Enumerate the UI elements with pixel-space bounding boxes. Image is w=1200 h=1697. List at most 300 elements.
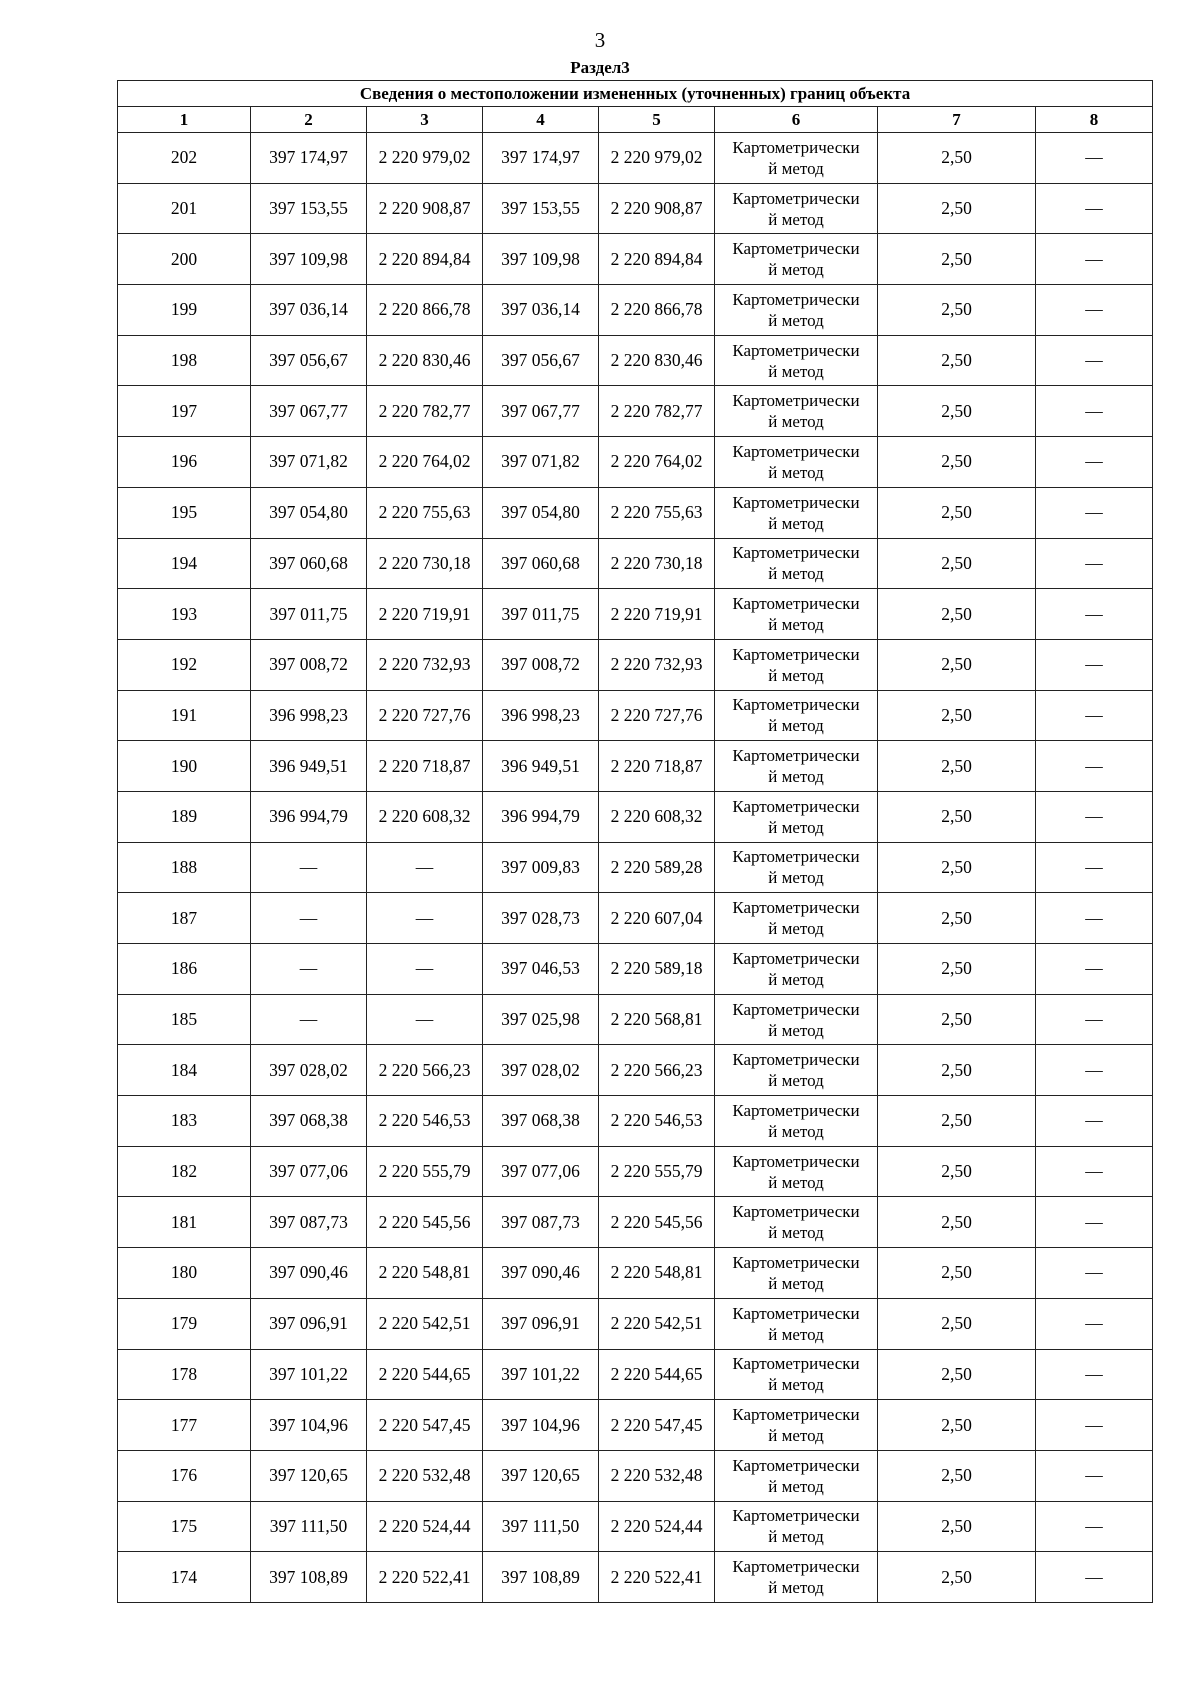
table-row xyxy=(118,386,1153,437)
point-number-cell: 193 xyxy=(118,589,251,640)
new-x-cell: 397 068,38 xyxy=(483,1096,599,1147)
point-number-cell: 186 xyxy=(118,944,251,995)
table-row xyxy=(118,133,1153,184)
note-cell: — xyxy=(1036,690,1153,741)
old-x-cell: 397 096,91 xyxy=(251,1298,367,1349)
method-cell xyxy=(715,234,878,285)
new-x-cell: 397 101,22 xyxy=(483,1349,599,1400)
new-y-cell: 2 220 589,28 xyxy=(599,842,715,893)
method-cell xyxy=(715,1552,878,1603)
method-cell xyxy=(715,1045,878,1096)
accuracy-cell: 2,50 xyxy=(878,842,1036,893)
method-line-1: Картометрически xyxy=(732,695,860,715)
point-number-cell: 176 xyxy=(118,1450,251,1501)
point-number-cell: 188 xyxy=(118,842,251,893)
table-row xyxy=(118,1349,1153,1400)
new-y-cell: 2 220 544,65 xyxy=(599,1349,715,1400)
new-y-cell: 2 220 979,02 xyxy=(599,133,715,184)
point-number-cell: 174 xyxy=(118,1552,251,1603)
table-row xyxy=(118,1298,1153,1349)
point-number-cell: 192 xyxy=(118,639,251,690)
accuracy-cell: 2,50 xyxy=(878,1146,1036,1197)
old-y-cell: 2 220 546,53 xyxy=(367,1096,483,1147)
method-line-2: й метод xyxy=(768,513,824,533)
new-x-cell: 397 011,75 xyxy=(483,589,599,640)
accuracy-cell: 2,50 xyxy=(878,639,1036,690)
old-y-cell: 2 220 732,93 xyxy=(367,639,483,690)
method-line-2: й метод xyxy=(768,1223,824,1243)
old-x-cell: 397 056,67 xyxy=(251,335,367,386)
method-line-1: Картометрически xyxy=(732,1455,860,1475)
new-x-cell: 397 071,82 xyxy=(483,437,599,488)
new-y-cell: 2 220 566,23 xyxy=(599,1045,715,1096)
accuracy-cell: 2,50 xyxy=(878,1045,1036,1096)
table-row xyxy=(118,639,1153,690)
method-line-1: Картометрически xyxy=(732,1354,860,1374)
method-line-1: Картометрически xyxy=(732,1252,860,1272)
new-y-cell: 2 220 866,78 xyxy=(599,285,715,336)
old-x-cell: 397 111,50 xyxy=(251,1501,367,1552)
note-cell: — xyxy=(1036,1096,1153,1147)
old-y-cell: 2 220 524,44 xyxy=(367,1501,483,1552)
method-cell xyxy=(715,538,878,589)
table-row xyxy=(118,1146,1153,1197)
new-x-cell: 397 060,68 xyxy=(483,538,599,589)
method-line-1: Картометрически xyxy=(732,796,860,816)
method-line-1: Картометрически xyxy=(732,594,860,614)
new-y-cell: 2 220 730,18 xyxy=(599,538,715,589)
method-cell xyxy=(715,1146,878,1197)
old-x-cell: — xyxy=(251,944,367,995)
new-y-cell: 2 220 755,63 xyxy=(599,487,715,538)
method-line-1: Картометрически xyxy=(732,1303,860,1323)
new-y-cell: 2 220 719,91 xyxy=(599,589,715,640)
new-y-cell: 2 220 532,48 xyxy=(599,1450,715,1501)
table-row xyxy=(118,842,1153,893)
method-cell xyxy=(715,285,878,336)
note-cell: — xyxy=(1036,1552,1153,1603)
new-x-cell: 397 056,67 xyxy=(483,335,599,386)
section-title: Раздел3 xyxy=(570,58,630,77)
old-x-cell: — xyxy=(251,842,367,893)
method-line-1: Картометрически xyxy=(732,644,860,664)
point-number-cell: 189 xyxy=(118,791,251,842)
method-line-2: й метод xyxy=(768,1324,824,1344)
method-cell xyxy=(715,994,878,1045)
table-row xyxy=(118,1197,1153,1248)
table-row xyxy=(118,1400,1153,1451)
method-cell xyxy=(715,1248,878,1299)
accuracy-cell: 2,50 xyxy=(878,133,1036,184)
note-cell: — xyxy=(1036,1501,1153,1552)
accuracy-cell: 2,50 xyxy=(878,386,1036,437)
table-row xyxy=(118,335,1153,386)
method-cell xyxy=(715,589,878,640)
method-line-2: й метод xyxy=(768,260,824,280)
method-line-2: й метод xyxy=(768,361,824,381)
note-cell: — xyxy=(1036,1298,1153,1349)
method-line-2: й метод xyxy=(768,615,824,635)
old-x-cell: 397 028,02 xyxy=(251,1045,367,1096)
method-line-1: Картометрически xyxy=(732,289,860,309)
table-row xyxy=(118,893,1153,944)
note-cell: — xyxy=(1036,589,1153,640)
method-line-2: й метод xyxy=(768,1578,824,1598)
old-x-cell: 397 109,98 xyxy=(251,234,367,285)
point-number-cell: 178 xyxy=(118,1349,251,1400)
old-y-cell: 2 220 547,45 xyxy=(367,1400,483,1451)
accuracy-cell: 2,50 xyxy=(878,234,1036,285)
column-number-1: 1 xyxy=(118,107,251,133)
old-y-cell: 2 220 755,63 xyxy=(367,487,483,538)
new-x-cell: 397 087,73 xyxy=(483,1197,599,1248)
table-row xyxy=(118,1501,1153,1552)
table-body xyxy=(118,133,1153,1603)
method-line-1: Картометрически xyxy=(732,948,860,968)
table-row xyxy=(118,437,1153,488)
old-y-cell: — xyxy=(367,842,483,893)
method-line-1: Картометрически xyxy=(732,746,860,766)
old-x-cell: 396 998,23 xyxy=(251,690,367,741)
new-x-cell: 397 104,96 xyxy=(483,1400,599,1451)
old-x-cell: — xyxy=(251,893,367,944)
method-cell xyxy=(715,944,878,995)
method-cell xyxy=(715,1349,878,1400)
method-line-2: й метод xyxy=(768,564,824,584)
new-x-cell: 396 998,23 xyxy=(483,690,599,741)
method-line-1: Картометрически xyxy=(732,340,860,360)
method-cell xyxy=(715,1501,878,1552)
accuracy-cell: 2,50 xyxy=(878,1298,1036,1349)
accuracy-cell: 2,50 xyxy=(878,893,1036,944)
new-x-cell: 397 028,73 xyxy=(483,893,599,944)
method-cell xyxy=(715,1096,878,1147)
method-line-1: Картометрически xyxy=(732,898,860,918)
method-cell xyxy=(715,437,878,488)
method-cell xyxy=(715,1400,878,1451)
old-x-cell: 397 054,80 xyxy=(251,487,367,538)
note-cell: — xyxy=(1036,994,1153,1045)
new-x-cell: 397 174,97 xyxy=(483,133,599,184)
method-line-2: й метод xyxy=(768,868,824,888)
point-number-cell: 181 xyxy=(118,1197,251,1248)
method-line-2: й метод xyxy=(768,1375,824,1395)
accuracy-cell: 2,50 xyxy=(878,1248,1036,1299)
old-x-cell: 397 101,22 xyxy=(251,1349,367,1400)
column-number-6: 6 xyxy=(715,107,878,133)
new-y-cell: 2 220 732,93 xyxy=(599,639,715,690)
old-y-cell: 2 220 542,51 xyxy=(367,1298,483,1349)
new-y-cell: 2 220 894,84 xyxy=(599,234,715,285)
new-x-cell: 397 008,72 xyxy=(483,639,599,690)
table-row xyxy=(118,538,1153,589)
old-y-cell: 2 220 718,87 xyxy=(367,741,483,792)
note-cell: — xyxy=(1036,1400,1153,1451)
old-x-cell: 397 068,38 xyxy=(251,1096,367,1147)
new-x-cell: 397 090,46 xyxy=(483,1248,599,1299)
new-x-cell: 397 009,83 xyxy=(483,842,599,893)
point-number-cell: 185 xyxy=(118,994,251,1045)
new-x-cell: 397 077,06 xyxy=(483,1146,599,1197)
new-x-cell: 397 153,55 xyxy=(483,183,599,234)
point-number-cell: 202 xyxy=(118,133,251,184)
old-y-cell: 2 220 719,91 xyxy=(367,589,483,640)
point-number-cell: 197 xyxy=(118,386,251,437)
table-row xyxy=(118,1096,1153,1147)
method-line-2: й метод xyxy=(768,412,824,432)
old-x-cell: 397 008,72 xyxy=(251,639,367,690)
old-y-cell: 2 220 866,78 xyxy=(367,285,483,336)
note-cell: — xyxy=(1036,791,1153,842)
method-line-2: й метод xyxy=(768,158,824,178)
old-y-cell: — xyxy=(367,893,483,944)
point-number-cell: 179 xyxy=(118,1298,251,1349)
old-x-cell: — xyxy=(251,994,367,1045)
new-y-cell: 2 220 718,87 xyxy=(599,741,715,792)
old-x-cell: 396 994,79 xyxy=(251,791,367,842)
point-number-cell: 182 xyxy=(118,1146,251,1197)
note-cell: — xyxy=(1036,944,1153,995)
old-y-cell: 2 220 608,32 xyxy=(367,791,483,842)
accuracy-cell: 2,50 xyxy=(878,1450,1036,1501)
method-line-2: й метод xyxy=(768,1172,824,1192)
boundary-coordinates-table xyxy=(117,80,1153,1603)
method-line-2: й метод xyxy=(768,919,824,939)
accuracy-cell: 2,50 xyxy=(878,1501,1036,1552)
old-y-cell: 2 220 979,02 xyxy=(367,133,483,184)
page-number: 3 xyxy=(594,28,606,52)
accuracy-cell: 2,50 xyxy=(878,183,1036,234)
note-cell: — xyxy=(1036,893,1153,944)
point-number-cell: 191 xyxy=(118,690,251,741)
old-x-cell: 397 077,06 xyxy=(251,1146,367,1197)
new-x-cell: 397 111,50 xyxy=(483,1501,599,1552)
column-number-2: 2 xyxy=(251,107,367,133)
accuracy-cell: 2,50 xyxy=(878,1552,1036,1603)
method-line-2: й метод xyxy=(768,1476,824,1496)
old-y-cell: 2 220 555,79 xyxy=(367,1146,483,1197)
new-y-cell: 2 220 607,04 xyxy=(599,893,715,944)
method-line-2: й метод xyxy=(768,1020,824,1040)
method-line-1: Картометрически xyxy=(732,137,860,157)
method-line-1: Картометрически xyxy=(732,1100,860,1120)
method-line-2: й метод xyxy=(768,716,824,736)
point-number-cell: 199 xyxy=(118,285,251,336)
accuracy-cell: 2,50 xyxy=(878,538,1036,589)
new-y-cell: 2 220 568,81 xyxy=(599,994,715,1045)
note-cell: — xyxy=(1036,1045,1153,1096)
new-x-cell: 397 036,14 xyxy=(483,285,599,336)
accuracy-cell: 2,50 xyxy=(878,791,1036,842)
accuracy-cell: 2,50 xyxy=(878,994,1036,1045)
old-x-cell: 397 011,75 xyxy=(251,589,367,640)
method-cell xyxy=(715,487,878,538)
old-x-cell: 397 104,96 xyxy=(251,1400,367,1451)
method-cell xyxy=(715,133,878,184)
table-row xyxy=(118,1450,1153,1501)
note-cell: — xyxy=(1036,183,1153,234)
method-cell xyxy=(715,183,878,234)
table-row xyxy=(118,791,1153,842)
note-cell: — xyxy=(1036,386,1153,437)
new-y-cell: 2 220 764,02 xyxy=(599,437,715,488)
accuracy-cell: 2,50 xyxy=(878,335,1036,386)
method-line-2: й метод xyxy=(768,209,824,229)
table-row xyxy=(118,741,1153,792)
new-y-cell: 2 220 545,56 xyxy=(599,1197,715,1248)
table-row xyxy=(118,589,1153,640)
table-row xyxy=(118,994,1153,1045)
method-line-1: Картометрически xyxy=(732,1151,860,1171)
point-number-cell: 177 xyxy=(118,1400,251,1451)
accuracy-cell: 2,50 xyxy=(878,741,1036,792)
method-line-1: Картометрически xyxy=(732,1050,860,1070)
method-line-2: й метод xyxy=(768,767,824,787)
method-line-2: й метод xyxy=(768,310,824,330)
table-row xyxy=(118,690,1153,741)
point-number-cell: 184 xyxy=(118,1045,251,1096)
method-line-1: Картометрически xyxy=(732,492,860,512)
old-y-cell: 2 220 532,48 xyxy=(367,1450,483,1501)
new-x-cell: 396 994,79 xyxy=(483,791,599,842)
method-cell xyxy=(715,893,878,944)
new-y-cell: 2 220 548,81 xyxy=(599,1248,715,1299)
accuracy-cell: 2,50 xyxy=(878,1349,1036,1400)
new-x-cell: 397 067,77 xyxy=(483,386,599,437)
old-x-cell: 397 060,68 xyxy=(251,538,367,589)
point-number-cell: 200 xyxy=(118,234,251,285)
new-x-cell: 397 120,65 xyxy=(483,1450,599,1501)
accuracy-cell: 2,50 xyxy=(878,1197,1036,1248)
note-cell: — xyxy=(1036,234,1153,285)
note-cell: — xyxy=(1036,538,1153,589)
new-y-cell: 2 220 524,44 xyxy=(599,1501,715,1552)
note-cell: — xyxy=(1036,741,1153,792)
method-line-2: й метод xyxy=(768,969,824,989)
point-number-cell: 187 xyxy=(118,893,251,944)
new-x-cell: 397 108,89 xyxy=(483,1552,599,1603)
method-cell xyxy=(715,842,878,893)
method-line-1: Картометрически xyxy=(732,1202,860,1222)
point-number-cell: 190 xyxy=(118,741,251,792)
new-x-cell: 396 949,51 xyxy=(483,741,599,792)
table-row xyxy=(118,183,1153,234)
method-cell xyxy=(715,791,878,842)
old-x-cell: 397 153,55 xyxy=(251,183,367,234)
table-caption: Сведения о местоположении измененных (уточненных) границ объекта xyxy=(118,81,1153,107)
old-y-cell: 2 220 545,56 xyxy=(367,1197,483,1248)
method-line-2: й метод xyxy=(768,1071,824,1091)
note-cell: — xyxy=(1036,133,1153,184)
note-cell: — xyxy=(1036,639,1153,690)
new-x-cell: 397 028,02 xyxy=(483,1045,599,1096)
table-row xyxy=(118,234,1153,285)
table-row xyxy=(118,1552,1153,1603)
old-x-cell: 396 949,51 xyxy=(251,741,367,792)
method-line-1: Картометрически xyxy=(732,239,860,259)
accuracy-cell: 2,50 xyxy=(878,1400,1036,1451)
old-x-cell: 397 067,77 xyxy=(251,386,367,437)
column-number-5: 5 xyxy=(599,107,715,133)
old-x-cell: 397 174,97 xyxy=(251,133,367,184)
column-number-8: 8 xyxy=(1036,107,1153,133)
old-y-cell: 2 220 894,84 xyxy=(367,234,483,285)
column-number-3: 3 xyxy=(367,107,483,133)
method-line-1: Картометрически xyxy=(732,188,860,208)
old-y-cell: 2 220 544,65 xyxy=(367,1349,483,1400)
column-number-row xyxy=(118,107,1153,133)
method-line-2: й метод xyxy=(768,462,824,482)
method-line-1: Картометрически xyxy=(732,1405,860,1425)
new-x-cell: 397 046,53 xyxy=(483,944,599,995)
method-cell xyxy=(715,690,878,741)
method-line-2: й метод xyxy=(768,817,824,837)
accuracy-cell: 2,50 xyxy=(878,285,1036,336)
accuracy-cell: 2,50 xyxy=(878,944,1036,995)
method-line-1: Картометрически xyxy=(732,999,860,1019)
old-y-cell: 2 220 522,41 xyxy=(367,1552,483,1603)
method-cell xyxy=(715,335,878,386)
note-cell: — xyxy=(1036,842,1153,893)
note-cell: — xyxy=(1036,1248,1153,1299)
note-cell: — xyxy=(1036,1146,1153,1197)
point-number-cell: 196 xyxy=(118,437,251,488)
old-x-cell: 397 036,14 xyxy=(251,285,367,336)
method-cell xyxy=(715,741,878,792)
note-cell: — xyxy=(1036,1349,1153,1400)
method-line-1: Картометрически xyxy=(732,1506,860,1526)
point-number-cell: 175 xyxy=(118,1501,251,1552)
note-cell: — xyxy=(1036,1197,1153,1248)
new-y-cell: 2 220 542,51 xyxy=(599,1298,715,1349)
new-y-cell: 2 220 555,79 xyxy=(599,1146,715,1197)
old-x-cell: 397 120,65 xyxy=(251,1450,367,1501)
point-number-cell: 194 xyxy=(118,538,251,589)
new-x-cell: 397 054,80 xyxy=(483,487,599,538)
method-line-2: й метод xyxy=(768,1121,824,1141)
old-y-cell: 2 220 730,18 xyxy=(367,538,483,589)
old-y-cell: — xyxy=(367,994,483,1045)
point-number-cell: 195 xyxy=(118,487,251,538)
note-cell: — xyxy=(1036,1450,1153,1501)
note-cell: — xyxy=(1036,487,1153,538)
point-number-cell: 198 xyxy=(118,335,251,386)
method-line-1: Картометрически xyxy=(732,847,860,867)
new-y-cell: 2 220 546,53 xyxy=(599,1096,715,1147)
accuracy-cell: 2,50 xyxy=(878,690,1036,741)
new-y-cell: 2 220 727,76 xyxy=(599,690,715,741)
old-y-cell: 2 220 908,87 xyxy=(367,183,483,234)
method-cell xyxy=(715,386,878,437)
method-cell xyxy=(715,1298,878,1349)
new-y-cell: 2 220 608,32 xyxy=(599,791,715,842)
old-x-cell: 397 090,46 xyxy=(251,1248,367,1299)
method-line-1: Картометрически xyxy=(732,1557,860,1577)
new-y-cell: 2 220 782,77 xyxy=(599,386,715,437)
new-x-cell: 397 109,98 xyxy=(483,234,599,285)
method-line-1: Картометрически xyxy=(732,441,860,461)
method-line-1: Картометрически xyxy=(732,543,860,563)
old-y-cell: 2 220 727,76 xyxy=(367,690,483,741)
new-y-cell: 2 220 589,18 xyxy=(599,944,715,995)
table-row xyxy=(118,944,1153,995)
table-row xyxy=(118,1248,1153,1299)
old-y-cell: 2 220 782,77 xyxy=(367,386,483,437)
method-line-2: й метод xyxy=(768,1426,824,1446)
old-y-cell: 2 220 764,02 xyxy=(367,437,483,488)
note-cell: — xyxy=(1036,335,1153,386)
new-y-cell: 2 220 830,46 xyxy=(599,335,715,386)
